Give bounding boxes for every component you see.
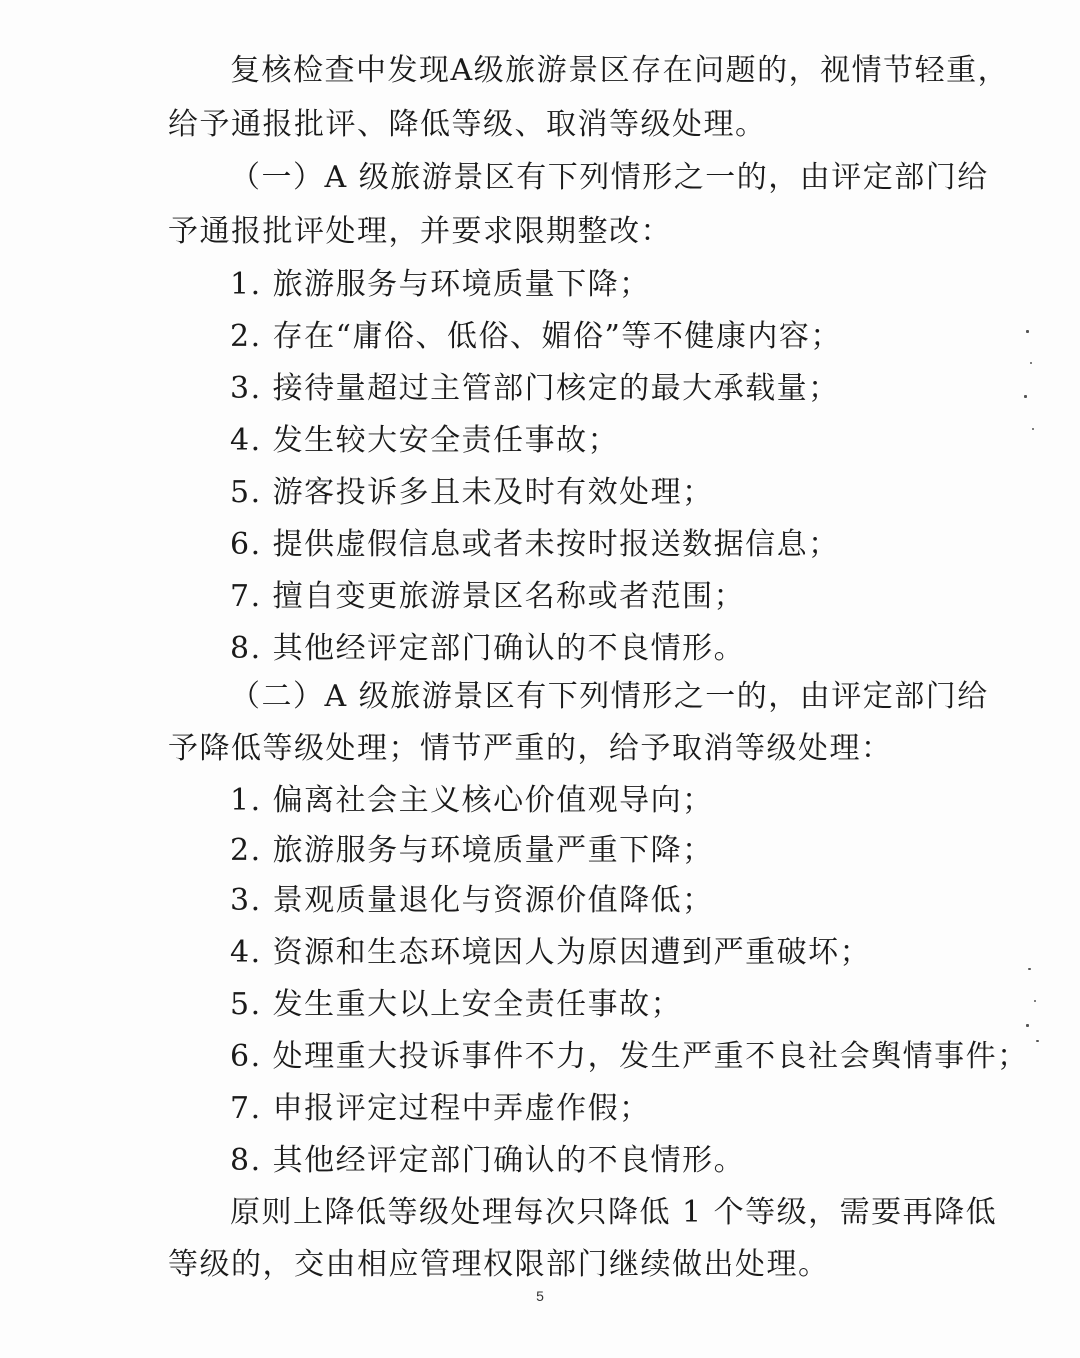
section-1-item: 6. 提供虚假信息或者未按时报送数据信息； — [230, 527, 840, 562]
section-2-item: 5. 发生重大以上安全责任事故； — [230, 987, 683, 1022]
section-2-item: 2. 旅游服务与环境质量严重下降； — [230, 833, 714, 868]
scan-speck — [1024, 395, 1027, 398]
section-1-item: 5. 游客投诉多且未及时有效处理； — [230, 475, 714, 510]
section-2-heading-line-2: 予降低等级处理；情节严重的，给予取消等级处理： — [168, 731, 893, 766]
section-1-item: 1. 旅游服务与环境质量下降； — [230, 267, 651, 302]
section-2-heading-line-1: （二）A 级旅游景区有下列情形之一的，由评定部门给 — [230, 679, 989, 714]
scan-speck — [1026, 330, 1029, 333]
section-2-item: 3. 景观质量退化与资源价值降低； — [230, 883, 714, 918]
intro-line-2: 给予通报批评、降低等级、取消等级处理。 — [168, 107, 767, 142]
closing-line-2: 等级的，交由相应管理权限部门继续做出处理。 — [168, 1247, 830, 1282]
scan-speck — [1026, 1024, 1029, 1027]
scan-speck — [1028, 968, 1031, 970]
scan-speck — [1036, 1040, 1039, 1042]
scan-speck — [1030, 362, 1032, 364]
section-2-item: 1. 偏离社会主义核心价值观导向； — [230, 783, 714, 818]
section-2-item: 7. 申报评定过程中弄虚作假； — [230, 1091, 651, 1126]
page-number: 5 — [536, 1288, 544, 1304]
section-1-item: 3. 接待量超过主管部门核定的最大承载量； — [230, 371, 840, 406]
section-2-item: 6. 处理重大投诉事件不力，发生严重不良社会舆情事件； — [230, 1039, 1029, 1074]
closing-line-1: 原则上降低等级处理每次只降低 1 个等级，需要再降低 — [230, 1195, 998, 1230]
section-1-heading-line-1: （一）A 级旅游景区有下列情形之一的，由评定部门给 — [230, 160, 989, 195]
scan-speck — [1032, 428, 1034, 430]
scan-speck — [1034, 1000, 1036, 1002]
section-1-heading-line-2: 予通报批评处理，并要求限期整改： — [168, 214, 672, 249]
section-1-item: 4. 发生较大安全责任事故； — [230, 423, 620, 458]
section-2-item: 8. 其他经评定部门确认的不良情形。 — [230, 1143, 746, 1178]
section-2-item: 4. 资源和生态环境因人为原因遭到严重破坏； — [230, 935, 872, 970]
section-1-item: 7. 擅自变更旅游景区名称或者范围； — [230, 579, 746, 614]
intro-line-1: 复核检查中发现A级旅游景区存在问题的，视情节轻重， — [230, 53, 1010, 88]
section-1-item: 8. 其他经评定部门确认的不良情形。 — [230, 631, 746, 666]
section-1-item: 2. 存在“庸俗、低俗、媚俗”等不健康内容； — [230, 319, 842, 354]
